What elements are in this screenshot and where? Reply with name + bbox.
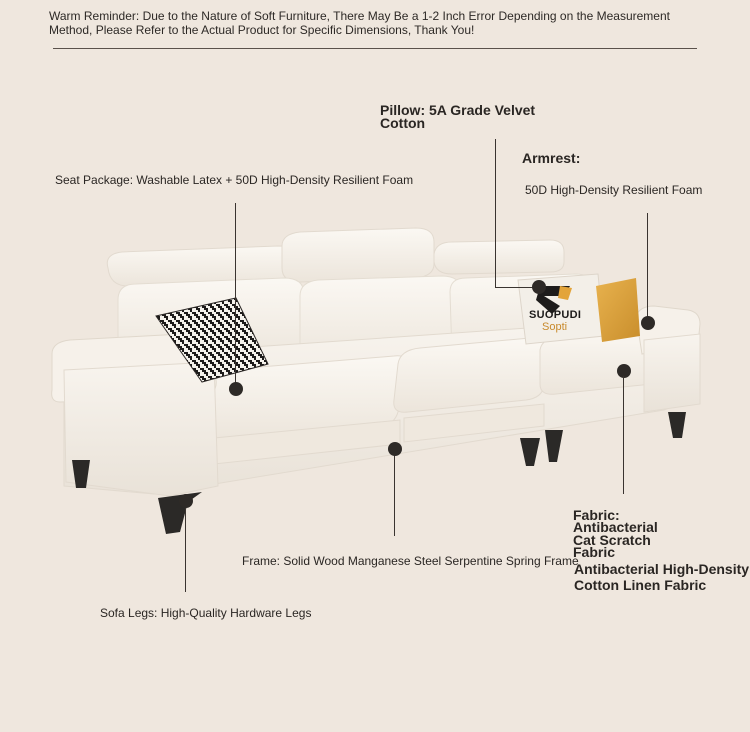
pillow-marker-dot — [532, 280, 546, 294]
armrest-label: Armrest: — [522, 150, 581, 166]
frame-label: Frame: Solid Wood Manganese Steel Serpentine Spring Frame — [242, 554, 579, 568]
fabric-label-3: Cat Scratch — [573, 532, 651, 548]
fabric-label-4: Fabric — [573, 544, 616, 560]
pillow-leader-vertical — [495, 139, 496, 288]
frame-marker-dot — [388, 442, 402, 456]
legs-label: Sofa Legs: High-Quality Hardware Legs — [100, 606, 312, 620]
pillow-sub-text: Sopti — [542, 321, 568, 333]
seat-package-leader — [235, 203, 236, 387]
fabric-label-5: Antibacterial High-Density — [574, 561, 750, 577]
pillow-label-line1: Pillow: 5A Grade Velvet — [380, 102, 536, 118]
legs-leader — [185, 504, 186, 592]
fabric-label-6: Cotton Linen Fabric — [574, 577, 707, 593]
back-leg-center-2 — [545, 430, 563, 462]
back-leg-right — [668, 412, 686, 438]
fabric-label-1: Fabric: — [573, 507, 620, 523]
headrest-right — [434, 240, 564, 274]
headrest-center — [282, 228, 434, 282]
warm-reminder-text: Warm Reminder: Due to the Nature of Soft Furniture, There May Be a 1-2 Inch Error Depending on the Measurement Method, Please Refer to the Actual Product for Specific Dimensions, Thank You! — [49, 9, 670, 37]
armrest-detail: 50D High-Density Resilient Foam — [525, 183, 703, 197]
seat-package-label: Seat Package: Washable Latex + 50D High-Density Resilient Foam — [55, 173, 414, 187]
armrest-leader — [647, 213, 648, 317]
pillow-label-line2: Cotton — [380, 115, 426, 131]
seat-package-marker-dot — [229, 382, 243, 396]
mustard-pillow — [596, 278, 640, 342]
legs-marker-dot — [179, 494, 193, 508]
fabric-leader — [623, 376, 624, 494]
armrest-marker-dot — [641, 316, 655, 330]
frame-leader — [394, 454, 395, 536]
fabric-label-2: Antibacterial — [573, 519, 658, 535]
fabric-marker-dot — [617, 364, 631, 378]
back-leg-center — [520, 438, 540, 466]
pillow-brand-text: SUOPUDI — [529, 309, 582, 321]
